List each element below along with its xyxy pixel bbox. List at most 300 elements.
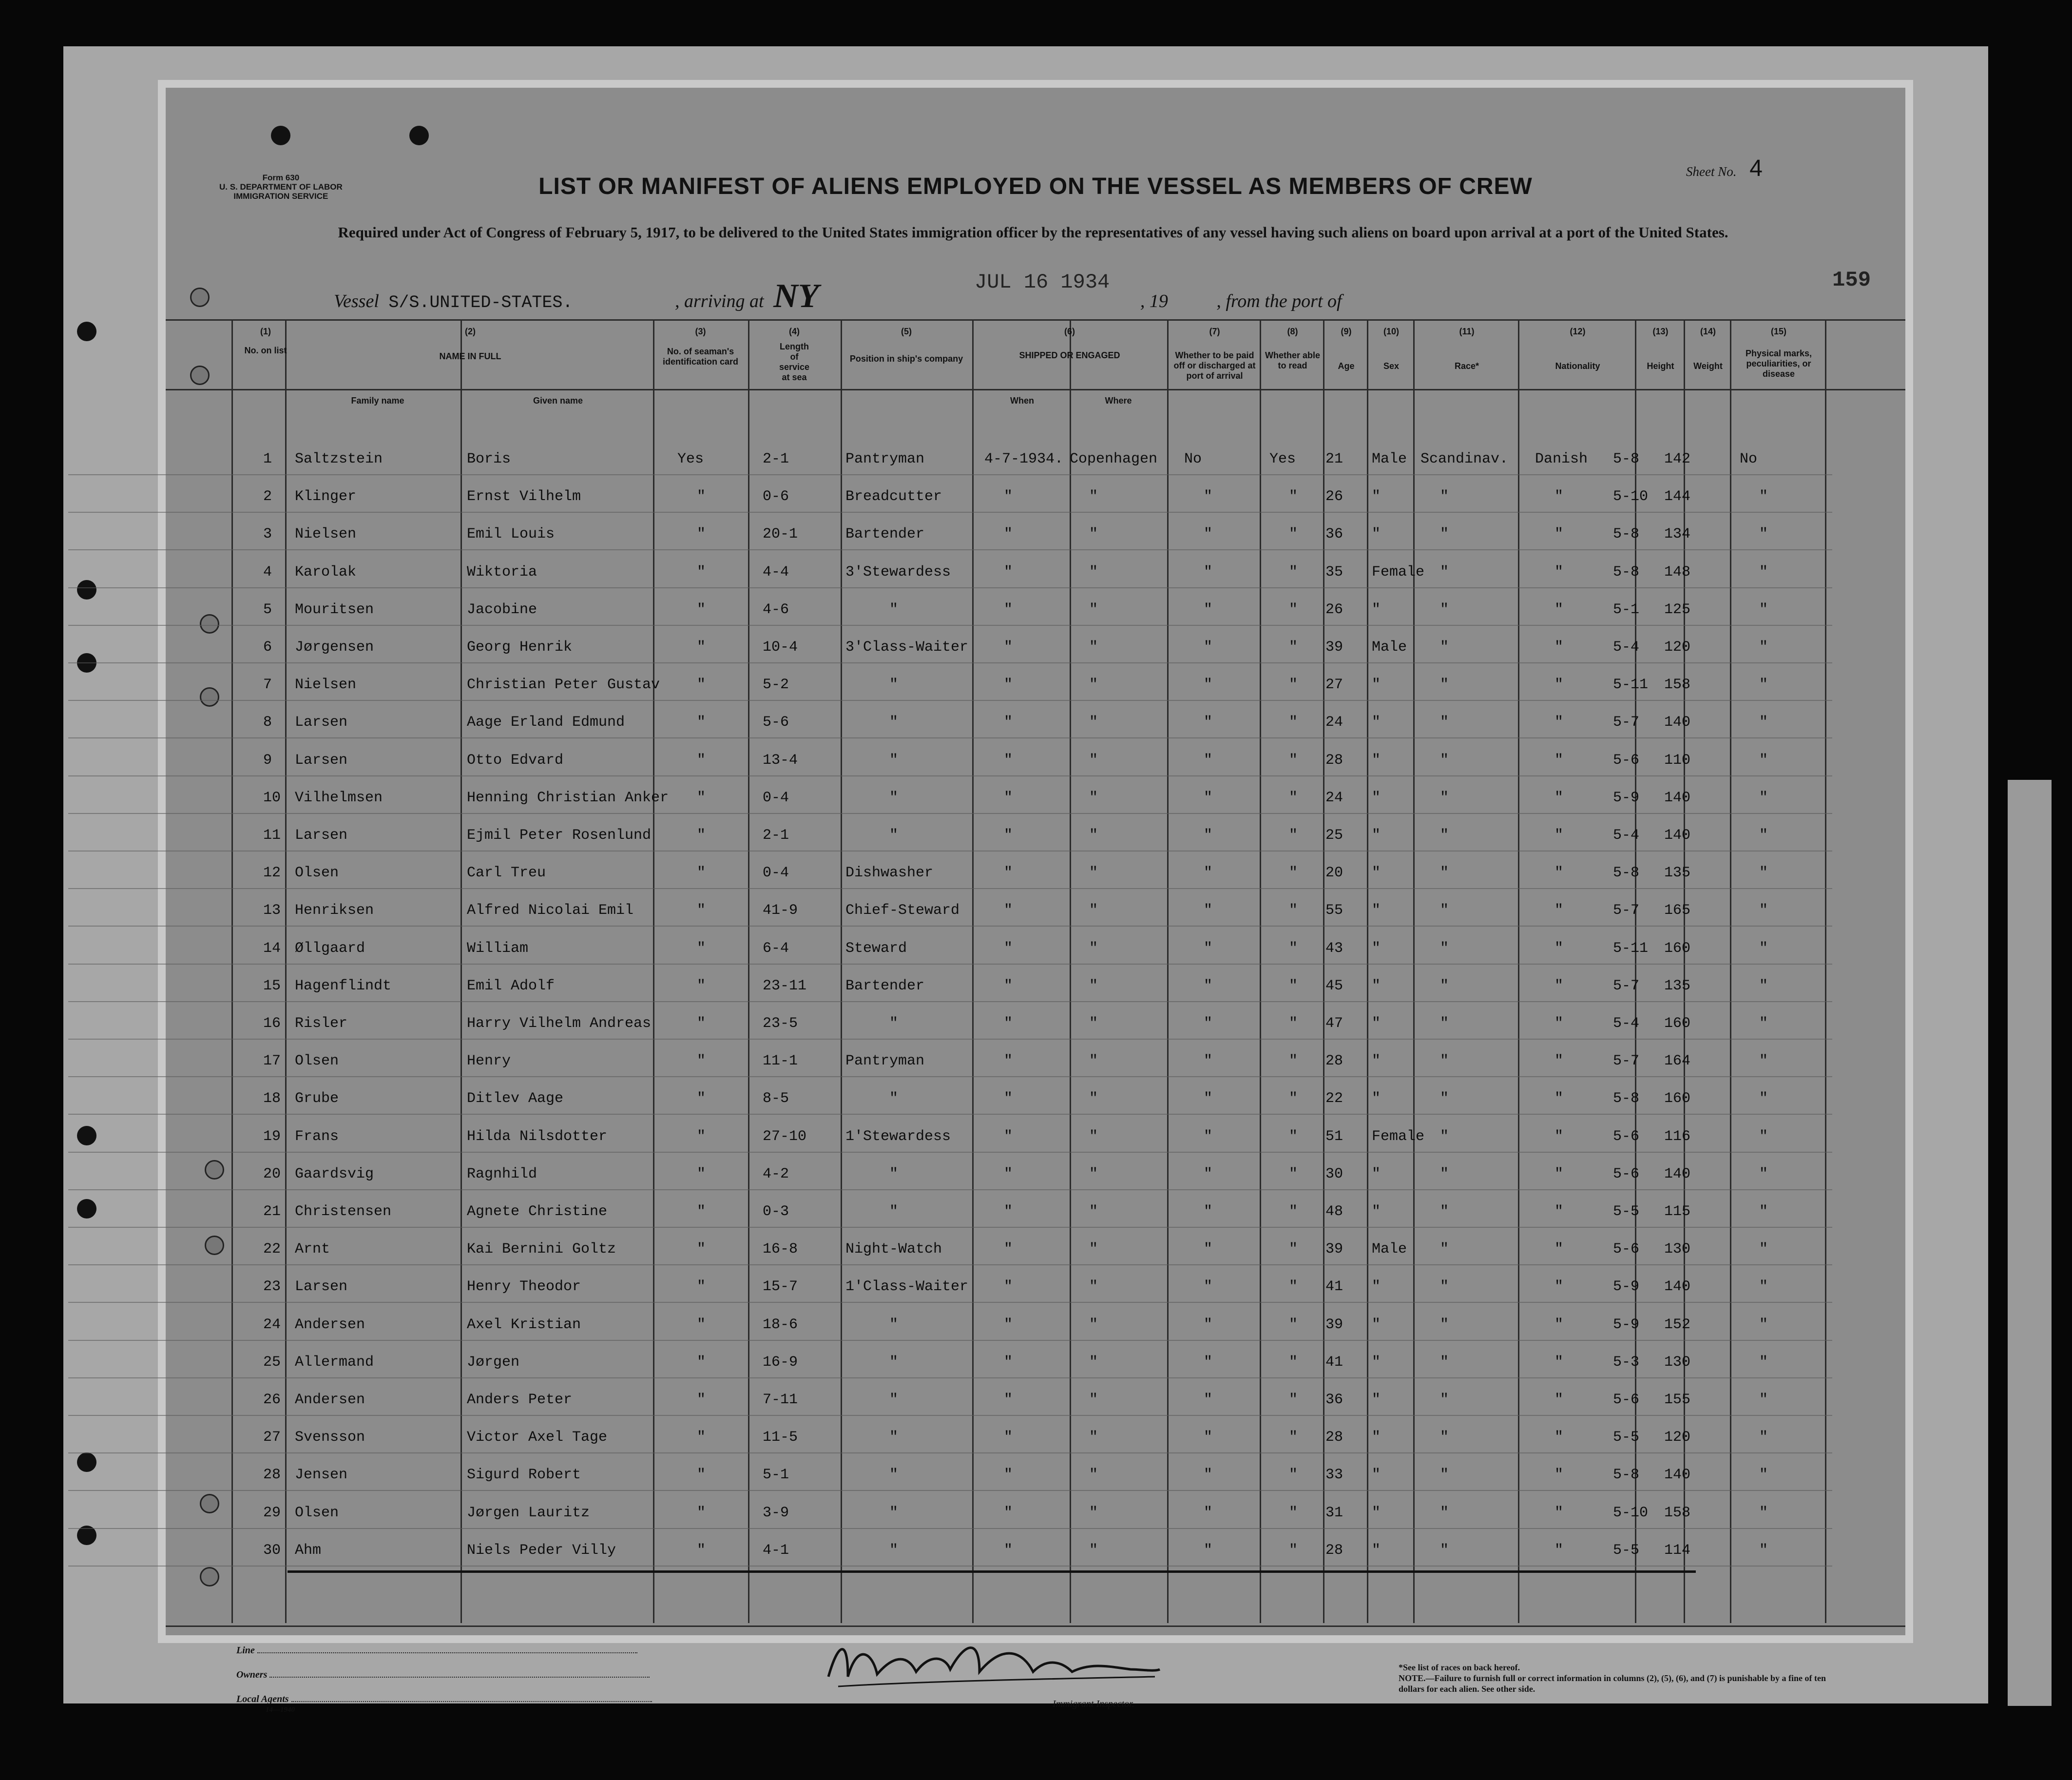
cell-length-of-service: 18-6 [763, 1316, 798, 1333]
cell-shipped-where: " [1089, 1053, 1098, 1070]
cell-family-name: Vilhelmsen [295, 789, 383, 806]
header-col-15: (15) Physical marks, peculiarities, or disease [1745, 327, 1812, 379]
cell-shipped-when: " [1004, 789, 1013, 806]
cell-age: 41 [1325, 1278, 1343, 1296]
cell-able-to-read: " [1289, 752, 1298, 769]
sheet-label: Sheet No. [1686, 164, 1737, 179]
cell-race: " [1440, 1467, 1449, 1484]
cell-race: " [1440, 827, 1449, 844]
cell-family-name: Olsen [295, 1504, 339, 1521]
cell-length-of-service: 23-11 [763, 977, 807, 994]
cell-row-number: 12 [263, 865, 281, 882]
cell-physical-marks: " [1759, 1015, 1768, 1032]
header-col-10: (10) Sex [1383, 327, 1400, 371]
cell-race: " [1440, 1278, 1449, 1296]
cell-nationality: " [1554, 1128, 1564, 1145]
cell-id-card: " [697, 827, 706, 844]
cell-race: Scandinav. [1420, 451, 1509, 467]
arriving-label: , arriving at [674, 291, 764, 311]
cell-paid-off: " [1204, 1090, 1213, 1107]
cell-weight: 116 [1664, 1128, 1691, 1145]
cell-given-name: Jacobine [467, 601, 537, 618]
cell-position: Dishwasher [845, 865, 934, 882]
cell-given-name: Ejmil Peter Rosenlund [467, 827, 652, 844]
cell-race: " [1440, 940, 1449, 957]
cell-shipped-when: " [1004, 1467, 1013, 1484]
cell-shipped-where: " [1089, 789, 1098, 806]
cell-height: 5-10 [1613, 488, 1649, 505]
cell-height: 5-6 [1613, 1165, 1640, 1182]
cell-row-number: 5 [263, 601, 272, 618]
punch-hole [77, 1199, 96, 1219]
cell-race: " [1440, 1128, 1449, 1145]
cell-given-name: Henning Christian Anker [467, 789, 669, 806]
cell-physical-marks: " [1759, 1354, 1768, 1371]
cell-race: " [1440, 714, 1449, 731]
row-rule [68, 1490, 1832, 1491]
cell-nationality: " [1554, 1165, 1564, 1182]
cell-able-to-read: " [1289, 827, 1298, 844]
row-rule [68, 587, 1832, 588]
cell-family-name: Andersen [295, 1392, 365, 1408]
cell-weight: 158 [1664, 677, 1691, 694]
cell-able-to-read: " [1289, 789, 1298, 806]
cell-id-card: " [697, 639, 706, 656]
owners-label: Owners [236, 1669, 650, 1681]
cell-physical-marks: " [1759, 601, 1768, 618]
cell-nationality: " [1554, 1278, 1564, 1296]
cell-paid-off: " [1204, 714, 1213, 731]
cell-given-name: Ragnhild [467, 1165, 537, 1182]
cell-age: 39 [1325, 1241, 1343, 1258]
cell-length-of-service: 10-4 [763, 639, 798, 656]
cell-paid-off: " [1204, 940, 1213, 957]
cell-height: 5-5 [1613, 1203, 1640, 1220]
cell-height: 5-4 [1613, 827, 1640, 844]
cell-race: " [1440, 601, 1449, 618]
cell-family-name: Klinger [295, 488, 357, 505]
cell-position: 1'Class-Waiter [845, 1278, 969, 1296]
cell-family-name: Christensen [295, 1203, 392, 1220]
cell-position: " [889, 1165, 899, 1182]
cell-height: 5-6 [1613, 1128, 1640, 1145]
cell-row-number: 22 [263, 1241, 281, 1258]
cell-position: " [889, 1504, 899, 1521]
cell-position: Bartender [845, 977, 925, 994]
cell-physical-marks: " [1759, 1090, 1768, 1107]
cell-id-card: " [697, 1241, 706, 1258]
cell-id-card: " [697, 526, 706, 543]
cell-paid-off: " [1204, 1015, 1213, 1032]
cell-physical-marks: " [1759, 714, 1768, 731]
cell-age: 39 [1325, 639, 1343, 656]
cell-id-card: " [697, 1128, 706, 1145]
end-of-list-line [288, 1570, 1696, 1573]
cell-physical-marks: " [1759, 1241, 1768, 1258]
cell-family-name: Risler [295, 1015, 348, 1032]
cell-row-number: 29 [263, 1504, 281, 1521]
row-rule [68, 474, 1832, 475]
cell-shipped-where: " [1089, 601, 1098, 618]
cell-shipped-when: " [1004, 1354, 1013, 1371]
cell-id-card: " [697, 563, 706, 580]
cell-given-name: Emil Adolf [467, 977, 555, 994]
cell-nationality: " [1554, 1504, 1564, 1521]
cell-given-name: Victor Axel Tage [467, 1429, 608, 1446]
cell-given-name: Anders Peter [467, 1392, 573, 1408]
cell-race: " [1440, 1015, 1449, 1032]
cell-able-to-read: " [1289, 940, 1298, 957]
cell-race: " [1440, 1316, 1449, 1333]
cell-given-name: Hilda Nilsdotter [467, 1128, 608, 1145]
cell-sex: " [1372, 902, 1381, 919]
cell-height: 5-8 [1613, 563, 1640, 580]
row-rule [68, 625, 1832, 626]
cell-age: 33 [1325, 1467, 1343, 1484]
cell-length-of-service: 27-10 [763, 1128, 807, 1145]
cell-age: 36 [1325, 526, 1343, 543]
cell-physical-marks: " [1759, 563, 1768, 580]
cell-height: 5-6 [1613, 1241, 1640, 1258]
cell-given-name: Axel Kristian [467, 1316, 581, 1333]
cell-sex: Female [1372, 1128, 1425, 1145]
cell-age: 26 [1325, 488, 1343, 505]
cell-race: " [1440, 1241, 1449, 1258]
cell-sex: " [1372, 1542, 1381, 1559]
cell-given-name: Kai Bernini Goltz [467, 1241, 616, 1258]
header-col-6: (6) SHIPPED OR ENGAGED [1019, 327, 1120, 360]
cell-given-name: Boris [467, 451, 511, 467]
cell-shipped-where: " [1089, 1278, 1098, 1296]
cell-weight: 140 [1664, 1165, 1691, 1182]
cell-shipped-where: Copenhagen [1070, 451, 1158, 467]
form-code: 14—1940 [266, 1706, 295, 1714]
header-col-13: (13) Height [1647, 327, 1674, 371]
cell-row-number: 24 [263, 1316, 281, 1333]
cell-id-card: " [697, 1090, 706, 1107]
cell-shipped-where: " [1089, 1316, 1098, 1333]
cell-age: 27 [1325, 677, 1343, 694]
header-col-5: (5) Position in ship's company [849, 327, 963, 364]
cell-length-of-service: 4-1 [763, 1542, 789, 1559]
cell-given-name: Harry Vilhelm Andreas [467, 1015, 652, 1032]
cell-position: " [889, 1090, 899, 1107]
cell-weight: 142 [1664, 451, 1691, 467]
cell-nationality: " [1554, 827, 1564, 844]
cell-age: 20 [1325, 865, 1343, 882]
cell-height: 5-3 [1613, 1354, 1640, 1371]
cell-shipped-where: " [1089, 563, 1098, 580]
cell-weight: 115 [1664, 1203, 1691, 1220]
cell-family-name: Larsen [295, 1278, 348, 1296]
cell-length-of-service: 5-1 [763, 1467, 789, 1484]
cell-height: 5-9 [1613, 1316, 1640, 1333]
cell-physical-marks: " [1759, 1053, 1768, 1070]
row-rule [68, 1377, 1832, 1378]
cell-weight: 165 [1664, 902, 1691, 919]
cell-sex: " [1372, 1504, 1381, 1521]
cell-weight: 158 [1664, 1504, 1691, 1521]
cell-given-name: Jørgen Lauritz [467, 1504, 590, 1521]
cell-position: " [889, 789, 899, 806]
cell-height: 5-8 [1613, 865, 1640, 882]
cell-length-of-service: 0-4 [763, 789, 789, 806]
cell-id-card: " [697, 1504, 706, 1521]
cell-weight: 160 [1664, 1090, 1691, 1107]
cell-length-of-service: 0-4 [763, 865, 789, 882]
cell-height: 5-8 [1613, 1467, 1640, 1484]
cell-length-of-service: 0-6 [763, 488, 789, 505]
inspector-signature [819, 1623, 1170, 1696]
cell-paid-off: " [1204, 1429, 1213, 1446]
cell-able-to-read: " [1289, 865, 1298, 882]
cell-physical-marks: " [1759, 1203, 1768, 1220]
cell-weight: 130 [1664, 1241, 1691, 1258]
cell-weight: 140 [1664, 714, 1691, 731]
row-rule [68, 1264, 1832, 1265]
cell-shipped-where: " [1089, 1504, 1098, 1521]
cell-length-of-service: 5-2 [763, 677, 789, 694]
cell-race: " [1440, 752, 1449, 769]
cell-given-name: Georg Henrik [467, 639, 573, 656]
row-rule [68, 1452, 1832, 1453]
cell-able-to-read: " [1289, 526, 1298, 543]
cell-nationality: " [1554, 639, 1564, 656]
cell-nationality: " [1554, 1015, 1564, 1032]
cell-length-of-service: 6-4 [763, 940, 789, 957]
cell-shipped-where: " [1089, 488, 1098, 505]
cell-age: 41 [1325, 1354, 1343, 1371]
cell-age: 25 [1325, 827, 1343, 844]
race-note: *See list of races on back hereof. [1399, 1663, 1520, 1672]
cell-age: 28 [1325, 752, 1343, 769]
cell-paid-off: " [1204, 563, 1213, 580]
cell-height: 5-7 [1613, 902, 1640, 919]
cell-age: 26 [1325, 601, 1343, 618]
cell-given-name: William [467, 940, 529, 957]
cell-able-to-read: " [1289, 488, 1298, 505]
cell-able-to-read: " [1289, 977, 1298, 994]
from-port-label: , from the port of [1216, 291, 1342, 311]
cell-weight: 140 [1664, 1467, 1691, 1484]
cell-shipped-where: " [1089, 1467, 1098, 1484]
cell-position: 3'Class-Waiter [845, 639, 969, 656]
cell-sex: " [1372, 1278, 1381, 1296]
cell-position: " [889, 1316, 899, 1333]
cell-sex: " [1372, 865, 1381, 882]
cell-weight: 125 [1664, 601, 1691, 618]
header-col-11: (11) Race* [1454, 327, 1479, 371]
department-name: U. S. DEPARTMENT OF LABOR [219, 182, 343, 192]
cell-paid-off: " [1204, 1542, 1213, 1559]
row-rule [68, 662, 1832, 663]
cell-row-number: 3 [263, 526, 272, 543]
cell-physical-marks: " [1759, 1165, 1768, 1182]
cell-position: " [889, 677, 899, 694]
cell-row-number: 18 [263, 1090, 281, 1107]
cell-weight: 114 [1664, 1542, 1691, 1559]
punch-hole [271, 126, 290, 145]
cell-family-name: Olsen [295, 1053, 339, 1070]
cell-row-number: 30 [263, 1542, 281, 1559]
cell-nationality: " [1554, 1316, 1564, 1333]
cell-age: 35 [1325, 563, 1343, 580]
vessel-name: S/S.UNITED-STATES. [388, 293, 573, 312]
cell-age: 28 [1325, 1429, 1343, 1446]
cell-race: " [1440, 977, 1449, 994]
cell-age: 24 [1325, 789, 1343, 806]
cell-length-of-service: 16-9 [763, 1354, 798, 1371]
cell-given-name: Christian Peter Gustav [467, 677, 660, 694]
cell-given-name: Aage Erland Edmund [467, 714, 625, 731]
cell-age: 51 [1325, 1128, 1343, 1145]
cell-able-to-read: " [1289, 1504, 1298, 1521]
cell-shipped-when: " [1004, 1542, 1013, 1559]
cell-race: " [1440, 1053, 1449, 1070]
cell-sex: " [1372, 1354, 1381, 1371]
cell-nationality: " [1554, 789, 1564, 806]
cell-family-name: Nielsen [295, 526, 357, 543]
cell-race: " [1440, 1165, 1449, 1182]
cell-id-card: " [697, 601, 706, 618]
cell-row-number: 26 [263, 1392, 281, 1408]
cell-length-of-service: 4-2 [763, 1165, 789, 1182]
row-rule [68, 549, 1832, 550]
row-rule [68, 1001, 1832, 1002]
header-col-2: (2) NAME IN FULL [439, 327, 501, 361]
cell-shipped-when: " [1004, 940, 1013, 957]
cell-length-of-service: 0-3 [763, 1203, 789, 1220]
cell-length-of-service: 16-8 [763, 1241, 798, 1258]
cell-nationality: " [1554, 752, 1564, 769]
cell-id-card: " [697, 488, 706, 505]
cell-position: " [889, 827, 899, 844]
cell-nationality: " [1554, 714, 1564, 731]
cell-family-name: Olsen [295, 865, 339, 882]
cell-weight: 160 [1664, 940, 1691, 957]
cell-sex: " [1372, 1429, 1381, 1446]
cell-position: Pantryman [845, 1053, 925, 1070]
cell-family-name: Mouritsen [295, 601, 374, 618]
cell-paid-off: " [1204, 1467, 1213, 1484]
cell-position: " [889, 1203, 899, 1220]
cell-physical-marks: No [1740, 451, 1758, 467]
cell-able-to-read: " [1289, 1316, 1298, 1333]
cell-position: " [889, 1467, 899, 1484]
cell-position: " [889, 752, 899, 769]
year-label: , 19 [1140, 291, 1168, 311]
cell-physical-marks: " [1759, 1278, 1768, 1296]
cell-sex: " [1372, 488, 1381, 505]
cell-id-card: " [697, 1316, 706, 1333]
row-rule [68, 700, 1832, 701]
cell-sex: " [1372, 1467, 1381, 1484]
cell-given-name: Sigurd Robert [467, 1467, 581, 1484]
cell-shipped-where: " [1089, 1429, 1098, 1446]
cell-weight: 164 [1664, 1053, 1691, 1070]
cell-weight: 110 [1664, 752, 1691, 769]
cell-able-to-read: Yes [1269, 451, 1296, 467]
cell-row-number: 21 [263, 1203, 281, 1220]
cell-sex: " [1372, 1316, 1381, 1333]
cell-row-number: 7 [263, 677, 272, 694]
vessel-label: Vessel [334, 291, 379, 311]
cell-paid-off: " [1204, 1278, 1213, 1296]
row-rule [68, 512, 1832, 513]
cell-physical-marks: " [1759, 1542, 1768, 1559]
cell-shipped-when: " [1004, 1015, 1013, 1032]
cell-sex: " [1372, 1392, 1381, 1408]
cell-nationality: " [1554, 1354, 1564, 1371]
cell-length-of-service: 41-9 [763, 902, 798, 919]
row-rule [68, 1528, 1832, 1529]
cell-physical-marks: " [1759, 752, 1768, 769]
cell-family-name: Larsen [295, 714, 348, 731]
underlying-sheet-edge [2008, 780, 2052, 1706]
cell-weight: 135 [1664, 865, 1691, 882]
manifest-table [166, 319, 1905, 1623]
penalty-note: NOTE.—Failure to furnish full or correct information in columns (2), (5), (6), and (7) is punishable by a fine of ten dollars for each alien. See other side. [1399, 1673, 1826, 1694]
cell-height: 5-7 [1613, 714, 1640, 731]
cell-row-number: 6 [263, 639, 272, 656]
cell-row-number: 14 [263, 940, 281, 957]
cell-height: 5-7 [1613, 1053, 1640, 1070]
cell-position: " [889, 1542, 899, 1559]
cell-nationality: " [1554, 1429, 1564, 1446]
cell-height: 5-7 [1613, 977, 1640, 994]
cell-row-number: 13 [263, 902, 281, 919]
line-label: Line [236, 1645, 637, 1656]
cell-paid-off: " [1204, 1053, 1213, 1070]
cell-sex: " [1372, 1090, 1381, 1107]
cell-paid-off: " [1204, 639, 1213, 656]
row-rule [68, 775, 1832, 776]
cell-sex: " [1372, 714, 1381, 731]
cell-able-to-read: " [1289, 1165, 1298, 1182]
cell-shipped-when: " [1004, 1504, 1013, 1521]
cell-family-name: Jensen [295, 1467, 348, 1484]
cell-weight: 155 [1664, 1392, 1691, 1408]
cell-physical-marks: " [1759, 488, 1768, 505]
cell-physical-marks: " [1759, 1316, 1768, 1333]
cell-family-name: Nielsen [295, 677, 357, 694]
cell-weight: 120 [1664, 639, 1691, 656]
cell-id-card: " [697, 1467, 706, 1484]
cell-able-to-read: " [1289, 1429, 1298, 1446]
punch-hole [77, 580, 96, 600]
cell-family-name: Svensson [295, 1429, 365, 1446]
form-number: Form 630 [262, 173, 300, 182]
cell-id-card: " [697, 1392, 706, 1408]
cell-shipped-when: " [1004, 1090, 1013, 1107]
cell-race: " [1440, 1392, 1449, 1408]
cell-family-name: Larsen [295, 827, 348, 844]
cell-physical-marks: " [1759, 940, 1768, 957]
cell-shipped-where: " [1089, 1165, 1098, 1182]
cell-weight: 140 [1664, 827, 1691, 844]
cell-weight: 134 [1664, 526, 1691, 543]
header-col-9: (9) Age [1338, 327, 1355, 371]
cell-sex: " [1372, 977, 1381, 994]
cell-shipped-when: " [1004, 1316, 1013, 1333]
cell-position: Steward [845, 940, 907, 957]
row-rule [68, 1039, 1832, 1040]
row-rule [68, 888, 1832, 889]
cell-position: " [889, 601, 899, 618]
cell-id-card: " [697, 1165, 706, 1182]
cell-row-number: 9 [263, 752, 272, 769]
cell-physical-marks: " [1759, 1467, 1768, 1484]
